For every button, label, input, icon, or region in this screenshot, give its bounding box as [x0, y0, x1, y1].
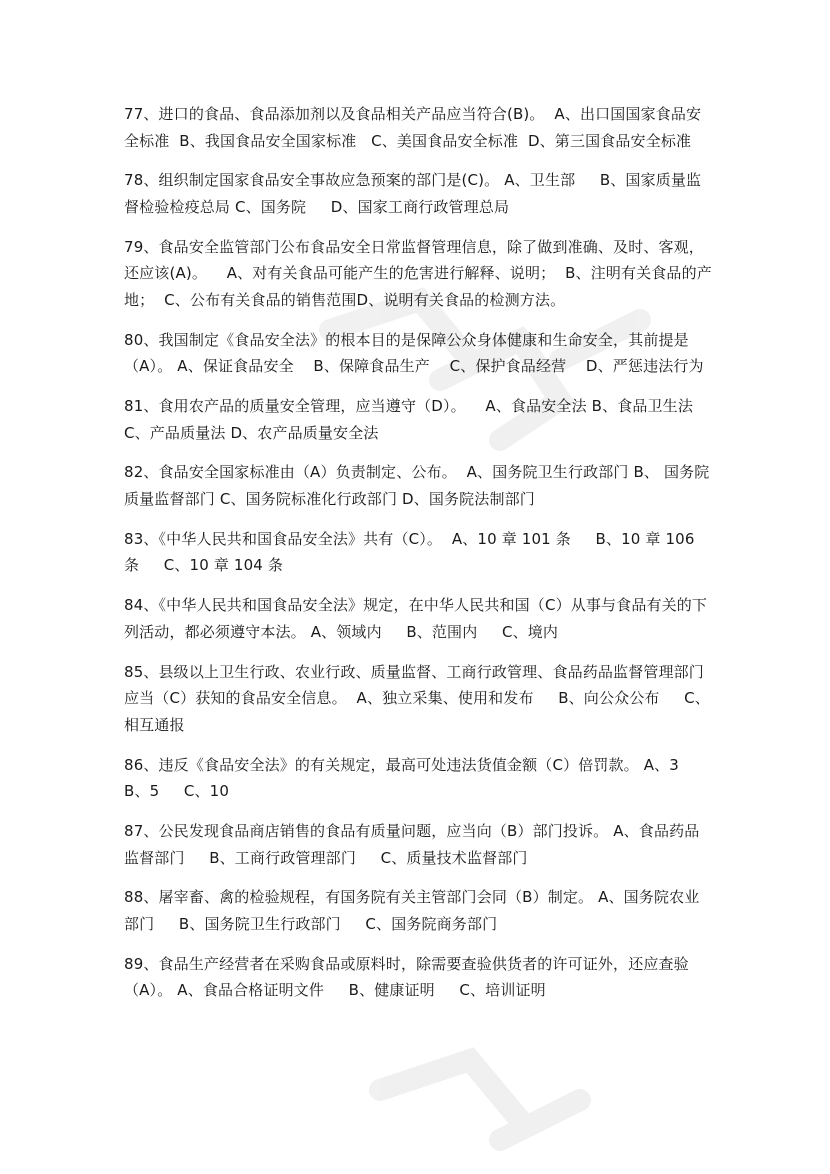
question-85: 85、县级以上卫生行政、农业行政、质量监督、工商行政管理、食品药品监督管理部门应当（C）获知的食品安全信息。 A、独立采集、使用和发布 B、向公众公布 C、相互通报: [124, 662, 710, 734]
question-86: 86、违反《食品安全法》的有关规定，最高可处违法货值金额（C）倍罚款。 A、3 B、5 C、10: [124, 755, 704, 801]
question-77: 77、进口的食品、食品添加剂以及食品相关产品应当符合(B)。 A、出口国国家食品安全标准 B、我国食品安全国家标准 C、美国食品安全标准 D、第三国食品安全标准: [124, 105, 702, 150]
question-88: 88、屠宰畜、禽的检验规程，有国务院有关主管部门会同（B）制定。 A、国务院农业部门 B、国务院卫生行政部门 C、国务院商务部门: [124, 888, 700, 933]
question-79: 79、食品安全监管部门公布食品安全日常监督管理信息，除了做到准确、及时、客观，还应该(A)。 A、对有关食品可能产生的危害进行解释、说明； B、注明有关食品的产地； C、公布有关食品的销售范围D、说明有关食品的检测方法。: [124, 237, 712, 309]
question-81: 81、食用农产品的质量安全管理，应当遵守（D）。 A、食品安全法 B、食品卫生法 C、产品质量法 D、农产品质量安全法: [124, 397, 698, 442]
question-84: 84、《中华人民共和国食品安全法》规定，在中华人民共和国（C）从事与食品有关的下列活动，都必须遵守本法。 A、领域内 B、范围内 C、境内: [124, 596, 708, 641]
question-80: 80、我国制定《食品安全法》的根本目的是保障公众身体健康和生命安全，其前提是（A）。 A、保证食品安全 B、保障食品生产 C、保护食品经营 D、严惩违法行为: [124, 330, 704, 376]
question-83: 83、《中华人民共和国食品安全法》共有（C）。 A、10 章 101 条 B、10 章 106 条 C、10 章 104 条: [124, 529, 700, 575]
question-82: 82、食品安全国家标准由（A）负责制定、公布。 A、国务院卫生行政部门 B、 国务院质量监督部门 C、国务院标准化行政部门 D、国务院法制部门: [124, 463, 710, 509]
question-list: [124, 101, 714, 1017]
question-78: 78、组织制定国家食品安全事故应急预案的部门是(C)。 A、卫生部 B、国家质量监督检验检疫总局 C、国务院 D、国家工商行政管理总局: [124, 171, 702, 216]
question-89: 89、食品生产经营者在采购食品或原料时，除需要查验供货者的许可证外，还应查验（A）。 A、食品合格证明文件 B、健康证明 C、培训证明: [124, 954, 689, 1000]
question-87: 87、公民发现食品商店销售的食品有质量问题，应当向（B）部门投诉。 A、食品药品监督部门 B、工商行政管理部门 C、质量技术监督部门: [124, 821, 700, 867]
